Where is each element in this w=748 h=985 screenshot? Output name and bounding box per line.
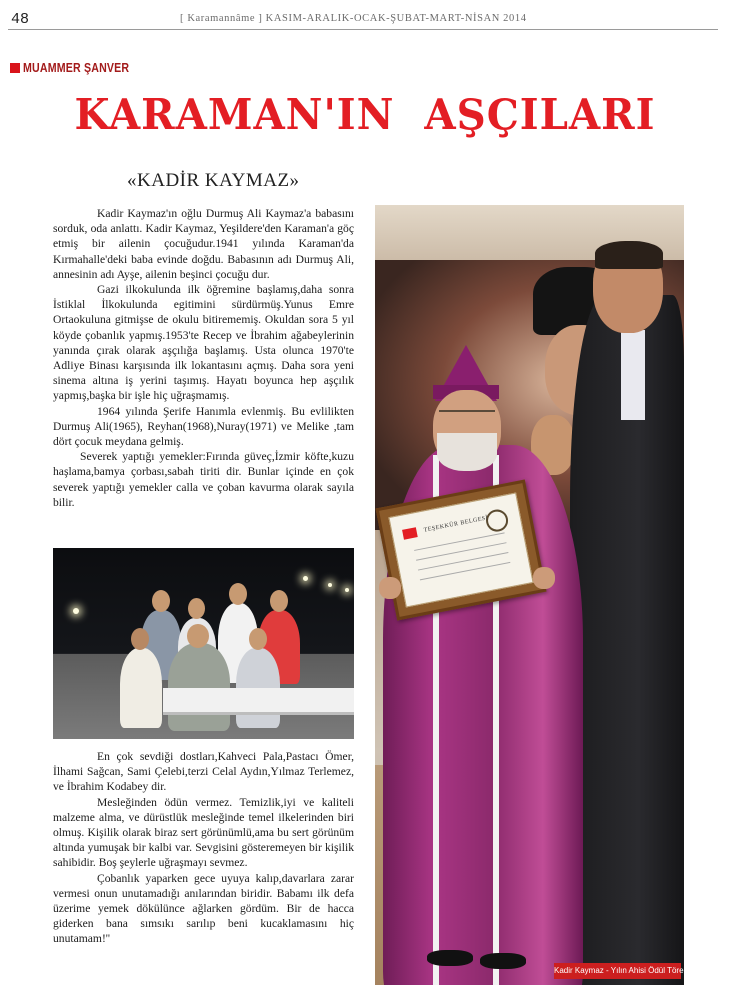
certificate-sheet [388, 492, 533, 607]
article-subtitle: «KADİR KAYMAZ» [127, 170, 300, 191]
person-head [131, 628, 149, 650]
paragraph: Çobanlık yaparken gece uyuya kalıp,davarlara zarar vermesi onun unutamadığı anılarından biridir. Babamı ilk defa üzerime yemek dökülünce ağlarken gördüm. Bir de hacca giderken bana sımsıkı sarılıp beni kucaklamasını hiç unutamam!'' [53, 871, 354, 946]
certificate-line [418, 552, 509, 571]
award-photo [375, 205, 684, 985]
text-column-upper [53, 206, 354, 510]
certificate-title: TEŞEKKÜR BELGESİ [423, 515, 489, 534]
paragraph: En çok sevdiği dostları,Kahveci Pala,Pastacı Ömer, İlhami Sağcan, Sami Çelebi,terzi Celal Aydın,Yılmaz Terlemez, ve İbrahim Kodabey dir. [53, 750, 354, 794]
page-number: 48 [11, 11, 30, 28]
person-head [229, 583, 247, 605]
shoe [480, 953, 526, 969]
photo-light [303, 576, 308, 581]
presenter-hair [595, 241, 663, 269]
photo-light [73, 608, 79, 614]
header-rule [8, 29, 718, 30]
paragraph: Gazi ilkokulunda ilk öğremine başlamış,daha sonra İstiklal İlkokulunda egitimini sürdürmüş.Yunus Emre Ortaokuluna gitmişse de okulu bitirememiş. Okuldan sora 5 yıl köyde çobanlık yapmış.1953'te Recep ve İbrahim ağabeylerinin yanında çırak olarak aşçılığa başlamış. Usta olunca 1970'te Adliye Binası karşısında ilk lokantasını açmış. Daha sora yeni sinema altına iş yerini taşımış. Hayatı boyunca hep aşçılık yapmış,başka bir işle hiç uğraşmamış. [53, 283, 354, 403]
author-marker [10, 63, 20, 73]
running-header: [ Karamannâme ] KASIM-ARALIK-OCAK-ŞUBAT-MART-NİSAN 2014 [180, 13, 527, 24]
author-byline [10, 61, 148, 75]
honoree-glasses [439, 410, 495, 420]
honoree-beard [437, 433, 497, 471]
table [163, 688, 354, 715]
person-head [152, 590, 170, 612]
certificate-line [414, 532, 505, 551]
hand [533, 567, 555, 589]
article-title: KARAMAN'IN AŞÇILARI [74, 90, 656, 139]
certificate-line [420, 562, 511, 581]
person-head [249, 628, 267, 650]
person [168, 643, 230, 731]
person-head [270, 590, 288, 612]
presenter-shirt [621, 330, 645, 420]
photo-light [328, 583, 332, 587]
paragraph: Kadir Kaymaz'ın oğlu Durmuş Ali Kaymaz'a babasını sorduk, oda anlattı. Kadir Kaymaz, Yeşildere'den Karaman'a göç etmiş bir ailenin çocuğudur.1941 yılında Karaman'da Kırmahalle'deki baba evinde doğdu. Babasının adı Durmuş Ali, annesinin adı Ayşe, ailenin beşinci çocuğu dur. [53, 207, 354, 281]
paragraph: Severek yaptığı yemekler:Fırında güveç,İzmir köfte,kuzu haşlama,bamya çorbası,sabah tiriti dir. Bunlar içinde en çok severek yaptığı yemekler calla ve çoban kavurma olarak sayıla bilir. [53, 450, 354, 509]
person-head [187, 624, 209, 648]
person [120, 648, 162, 728]
author-name: MUAMMER ŞANVER [23, 61, 130, 75]
family-photo [53, 548, 354, 739]
text-column-lower [53, 749, 354, 947]
paragraph: 1964 yılında Şerife Hanımla evlenmiş. Bu evlilikten Durmuş Ali(1965), Reyhan(1968),Nuray(1971) ve Melike ,tam dört çocuk meydana gelmiş. [53, 404, 354, 449]
certificate-line [416, 542, 507, 561]
person-head [188, 598, 205, 619]
shoe [427, 950, 473, 966]
photo-caption: Kadir Kaymaz - Yılın Ahisi Ödül Töreni [554, 963, 681, 979]
hand [379, 577, 401, 599]
paragraph: Mesleğinden ödün vermez. Temizlik,iyi ve kaliteli malzeme alma, ve dürüstlük mesleğinde temel ilkelerinden biri olmuş. Kişilik olarak biraz sert görünümlü,ama bu sert görünüm altında yumuşak bir kalbi var. Sevgisini gösteremeyen bir kişilik sahibidir. Boş şeylerle uğraşmayı sevmez. [53, 795, 354, 870]
photo-light [345, 588, 349, 592]
